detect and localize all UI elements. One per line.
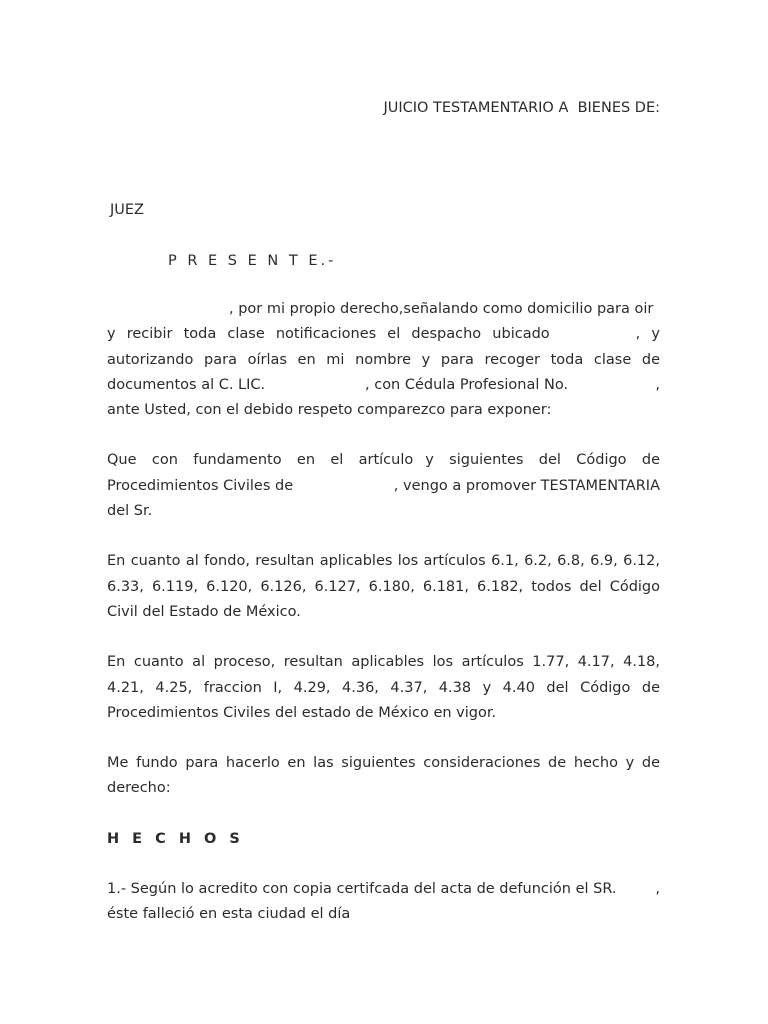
text-segment: y recibir toda clase notificaciones el despacho ubicado bbox=[107, 326, 550, 343]
text-line: Me fundo para hacerlo en las siguientes consideraciones de hecho y de bbox=[107, 755, 660, 772]
document-title: JUICIO TESTAMENTARIO A BIENES DE: bbox=[383, 100, 660, 116]
text-line: derecho: bbox=[107, 780, 171, 797]
text-line: Civil del Estado de México. bbox=[107, 603, 301, 620]
text-segment: , y bbox=[635, 326, 660, 343]
text-line: éste falleció en esta ciudad el día bbox=[107, 906, 351, 923]
text-line: 6.33, 6.119, 6.120, 6.126, 6.127, 6.180, 6.181, 6.182, todos del Código bbox=[107, 578, 660, 595]
paragraph-fundamento bbox=[107, 448, 660, 524]
text-line: ante Usted, con el debido respeto comparezco para exponer: bbox=[107, 402, 552, 419]
text-line bbox=[107, 474, 660, 499]
text-segment: y siguientes del Código de bbox=[425, 452, 660, 469]
text-segment: Procedimientos Civiles de bbox=[107, 477, 294, 494]
paragraph-appearance bbox=[107, 297, 660, 423]
text-line: Procedimientos Civiles del estado de México en vigor. bbox=[107, 704, 497, 721]
text-segment: , vengo a promover TESTAMENTARIA bbox=[393, 477, 660, 494]
text-line bbox=[107, 322, 660, 347]
document-body bbox=[107, 297, 660, 953]
text-segment: Que con fundamento en el artículo bbox=[107, 452, 414, 469]
text-segment: , bbox=[655, 376, 660, 393]
paragraph-consideraciones bbox=[107, 751, 660, 802]
text-line: del Sr. bbox=[107, 503, 153, 520]
text-line: 4.21, 4.25, fraccion I, 4.29, 4.36, 4.37, 4.38 y 4.40 del Código de bbox=[107, 679, 660, 696]
text-segment: , bbox=[655, 881, 660, 898]
hechos-heading: H E C H O S bbox=[107, 830, 244, 847]
paragraph-fondo bbox=[107, 549, 660, 625]
text-line bbox=[107, 373, 660, 398]
text-line: , por mi propio derecho,señalando como domicilio para oir bbox=[229, 301, 654, 317]
paragraph-hecho-1 bbox=[107, 877, 660, 928]
text-segment: , con Cédula Profesional No. bbox=[365, 376, 569, 393]
text-line bbox=[107, 448, 660, 473]
addressee: JUEZ bbox=[110, 202, 144, 218]
paragraph-proceso bbox=[107, 650, 660, 726]
text-segment: 1.- Según lo acredito con copia certifcada del acta de defunción el SR. bbox=[107, 881, 617, 898]
text-line bbox=[107, 877, 660, 902]
text-line: En cuanto al proceso, resultan aplicables los artículos 1.77, 4.17, 4.18, bbox=[107, 654, 660, 671]
text-line: En cuanto al fondo, resultan aplicables los artículos 6.1, 6.2, 6.8, 6.9, 6.12, bbox=[107, 553, 660, 570]
text-line: autorizando para oírlas en mi nombre y para recoger toda clase de bbox=[107, 351, 660, 368]
text-segment: documentos al C. LIC. bbox=[107, 376, 266, 393]
presente-line: P R E S E N T E.- bbox=[168, 253, 337, 269]
